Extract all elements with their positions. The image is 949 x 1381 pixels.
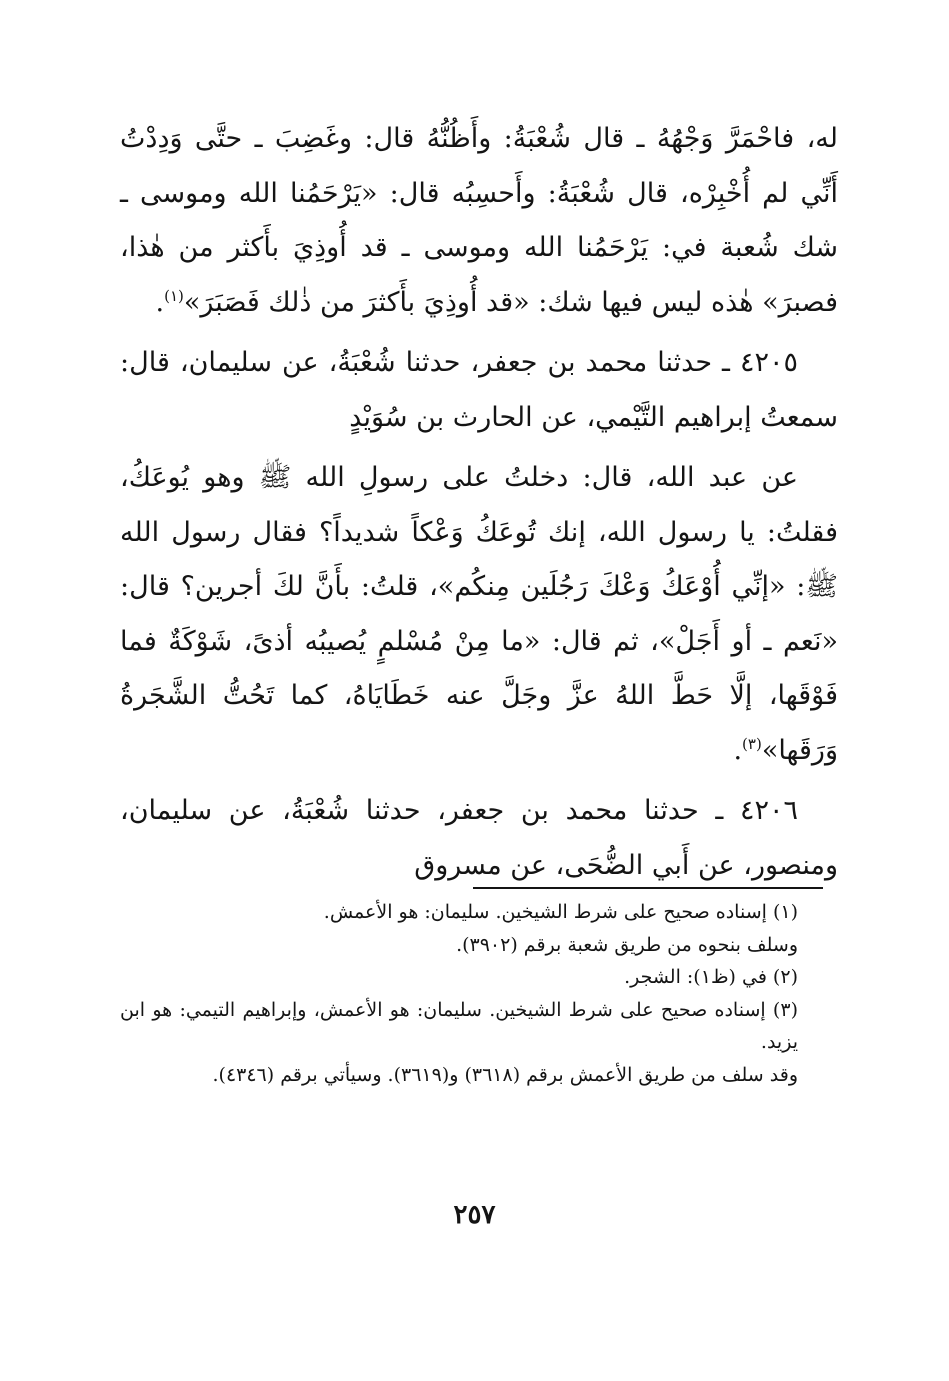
paragraph-text: ٤٢٠٦ ـ حدثنا محمد بن جعفر، حدثنا شُعْبَةُ، عن سليمان، ومنصور، عن أَبي الضُّحَى، عن مسروق	[120, 795, 838, 881]
hadith-4205-isnad	[120, 336, 838, 445]
footnote-1-continued: وسلف بنحوه من طريق شعبة برقم (٣٩٠٢).	[456, 933, 798, 956]
footnotes	[120, 896, 838, 1091]
hadith-4205-matn	[120, 451, 838, 778]
footnote-ref: (١)	[164, 286, 184, 305]
footnote-3: (٣) إسناده صحيح على شرط الشيخين. سليمان: هو الأعمش، وإبراهيم التيمي: هو ابن يزيد.	[120, 998, 798, 1053]
period: .	[155, 286, 165, 318]
footnote-1: (١) إسناده صحيح على شرط الشيخين. سليمان: هو الأعمش.	[323, 901, 798, 923]
hadith-4206-isnad	[120, 784, 838, 893]
footnote-separator	[473, 887, 823, 889]
footnote-2: (٢) في (ظ١): الشجر.	[624, 966, 798, 988]
footnote-ref: (٣)	[742, 734, 762, 753]
main-text	[120, 112, 838, 893]
footnote-3-continued: وقد سلف من طريق الأعمش برقم (٣٦١٨) و(٣٦١٩). وسيأتي برقم (٤٣٤٦).	[212, 1063, 798, 1086]
paragraph-text: ٤٢٠٥ ـ حدثنا محمد بن جعفر، حدثنا شُعْبَةُ، عن سليمان، قال: سمعتُ إبراهيم التَّيْمي، عن الحارث بن سُوَيْدٍ	[120, 347, 838, 433]
period: .	[733, 734, 743, 766]
paragraph-continuation	[120, 112, 838, 330]
paragraph-text: له، فاحْمَرَّ وَجْهُهُ ـ قال شُعْبَةُ: وأَظُنُّهُ قال: وغَضِبَ ـ حتَّى وَدِدْتُ أَنِّي لم أُخْبِرْه، قال شُعْبَةُ: وأَحسِبُه قال: «يَرْحَمُنا الله وموسى ـ شك شُعبة في: يَرْحَمُنا الله وموسى ـ قد أُوذِيَ بأَكثر من هٰذا، فصبرَ» هٰذه ليس فيها شك: «قد أُوذِيَ بأَكثرَ من ذٰلك فَصَبَرَ»	[120, 123, 838, 318]
paragraph-text: عن عبد الله، قال: دخلتُ على رسولِ الله ﷺ وهو يُوعَكُ، فقلتُ: يا رسول الله، إنك تُوعَكُ وَعْكاً شديداً؟ فقال رسول الله ﷺ: «إنِّي أُوْعَكُ وَعْكَ رَجُلَين مِنكُم»، قلتُ: بأَنَّ لكَ أجرين؟ قال: «نَعم ـ أو أَجَلْ»، ثم قال: «ما مِنْ مُسْلمٍ يُصيبُه أذىً، شَوْكَةٌ فما فَوْقَها، إلَّا حَطَّ اللهُ عزَّ وجَلَّ عنه خَطَايَاهُ، كما تَحُتُّ الشَّجَرةُ وَرَقَها»	[120, 462, 838, 766]
page-number: ٢٥٧	[453, 1200, 496, 1230]
